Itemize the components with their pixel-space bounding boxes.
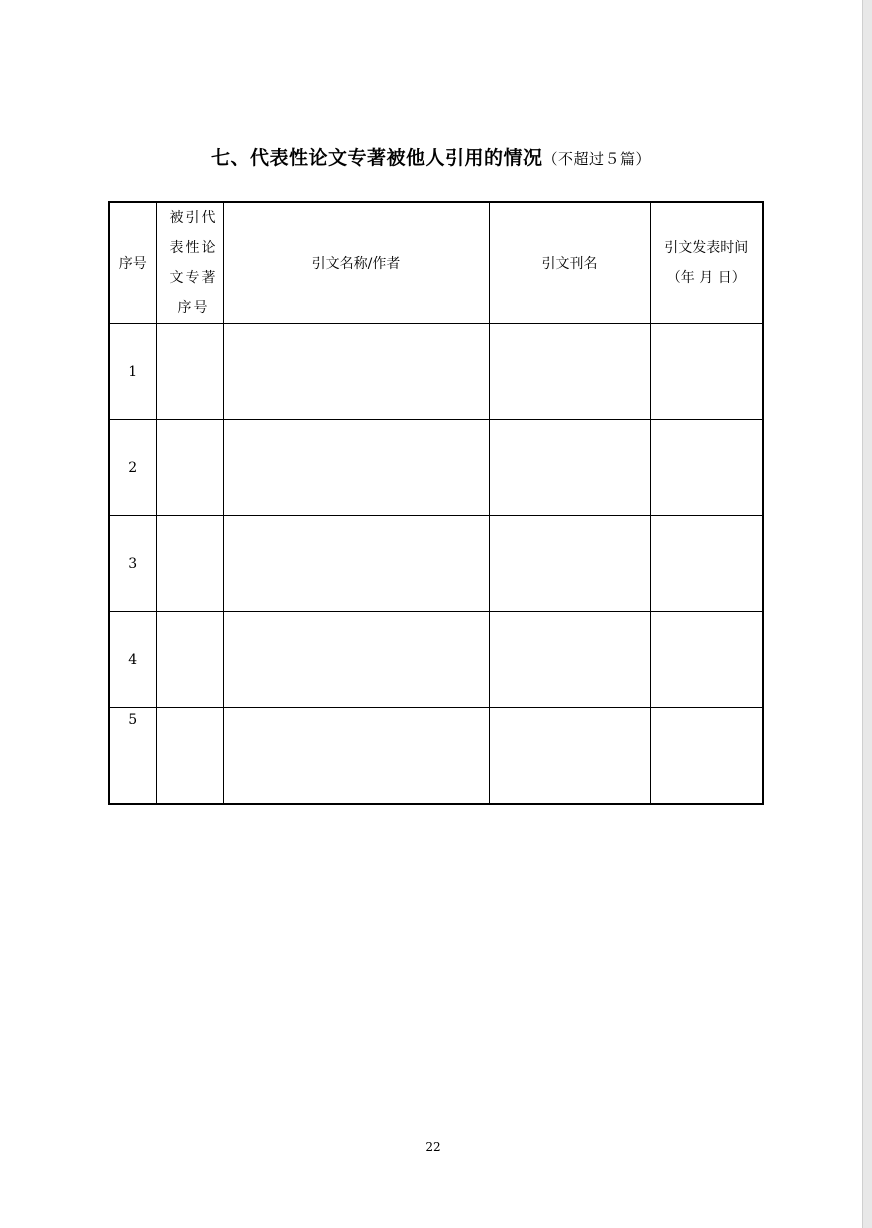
journal-cell[interactable] <box>489 612 650 708</box>
header-seq: 序号 <box>109 202 156 324</box>
pub-time-cell[interactable] <box>650 708 763 804</box>
section-title-text: 七、代表性论文专著被他人引用的情况 <box>210 147 543 169</box>
title-author-cell[interactable] <box>223 420 489 516</box>
journal-cell[interactable] <box>489 708 650 804</box>
pub-time-cell[interactable] <box>650 420 763 516</box>
cited-work-no-cell[interactable] <box>156 420 223 516</box>
journal-cell[interactable] <box>489 516 650 612</box>
pub-time-cell[interactable] <box>650 612 763 708</box>
header-cited-line-1: 被引代 <box>169 210 218 226</box>
title-author-cell[interactable] <box>223 612 489 708</box>
header-citing-journal: 引文刊名 <box>489 202 650 324</box>
row-number: 2 <box>109 420 156 516</box>
section-title <box>0 143 862 170</box>
title-author-cell[interactable] <box>223 324 489 420</box>
row-number: 1 <box>109 324 156 420</box>
title-author-cell[interactable] <box>223 516 489 612</box>
header-pub-time-line-2: （年 月 日） <box>666 270 746 286</box>
header-citing-title-author: 引文名称/作者 <box>223 202 489 324</box>
page-edge <box>862 0 872 1228</box>
table-row <box>109 708 763 804</box>
journal-cell[interactable] <box>489 420 650 516</box>
row-number: 5 <box>109 708 156 804</box>
page-number: 22 <box>425 1140 441 1154</box>
pub-time-cell[interactable] <box>650 516 763 612</box>
header-pub-time-line-1: 引文发表时间 <box>664 240 749 256</box>
table-header-row <box>109 202 763 324</box>
table-row <box>109 612 763 708</box>
cited-work-no-cell[interactable] <box>156 516 223 612</box>
title-author-cell[interactable] <box>223 708 489 804</box>
table-row <box>109 516 763 612</box>
header-cited-line-2: 表性论 <box>169 240 218 256</box>
journal-cell[interactable] <box>489 324 650 420</box>
table-row <box>109 324 763 420</box>
row-number: 4 <box>109 612 156 708</box>
table-row <box>109 420 763 516</box>
header-pub-time <box>650 202 763 324</box>
header-cited-work-no <box>156 202 223 324</box>
citations-table <box>108 201 764 805</box>
cited-work-no-cell[interactable] <box>156 324 223 420</box>
row-number: 3 <box>109 516 156 612</box>
cited-work-no-cell[interactable] <box>156 612 223 708</box>
header-cited-line-4: 序号 <box>177 300 210 316</box>
section-title-note: （不超过５篇） <box>542 150 652 168</box>
pub-time-cell[interactable] <box>650 324 763 420</box>
cited-work-no-cell[interactable] <box>156 708 223 804</box>
header-cited-line-3: 文专著 <box>169 270 218 286</box>
